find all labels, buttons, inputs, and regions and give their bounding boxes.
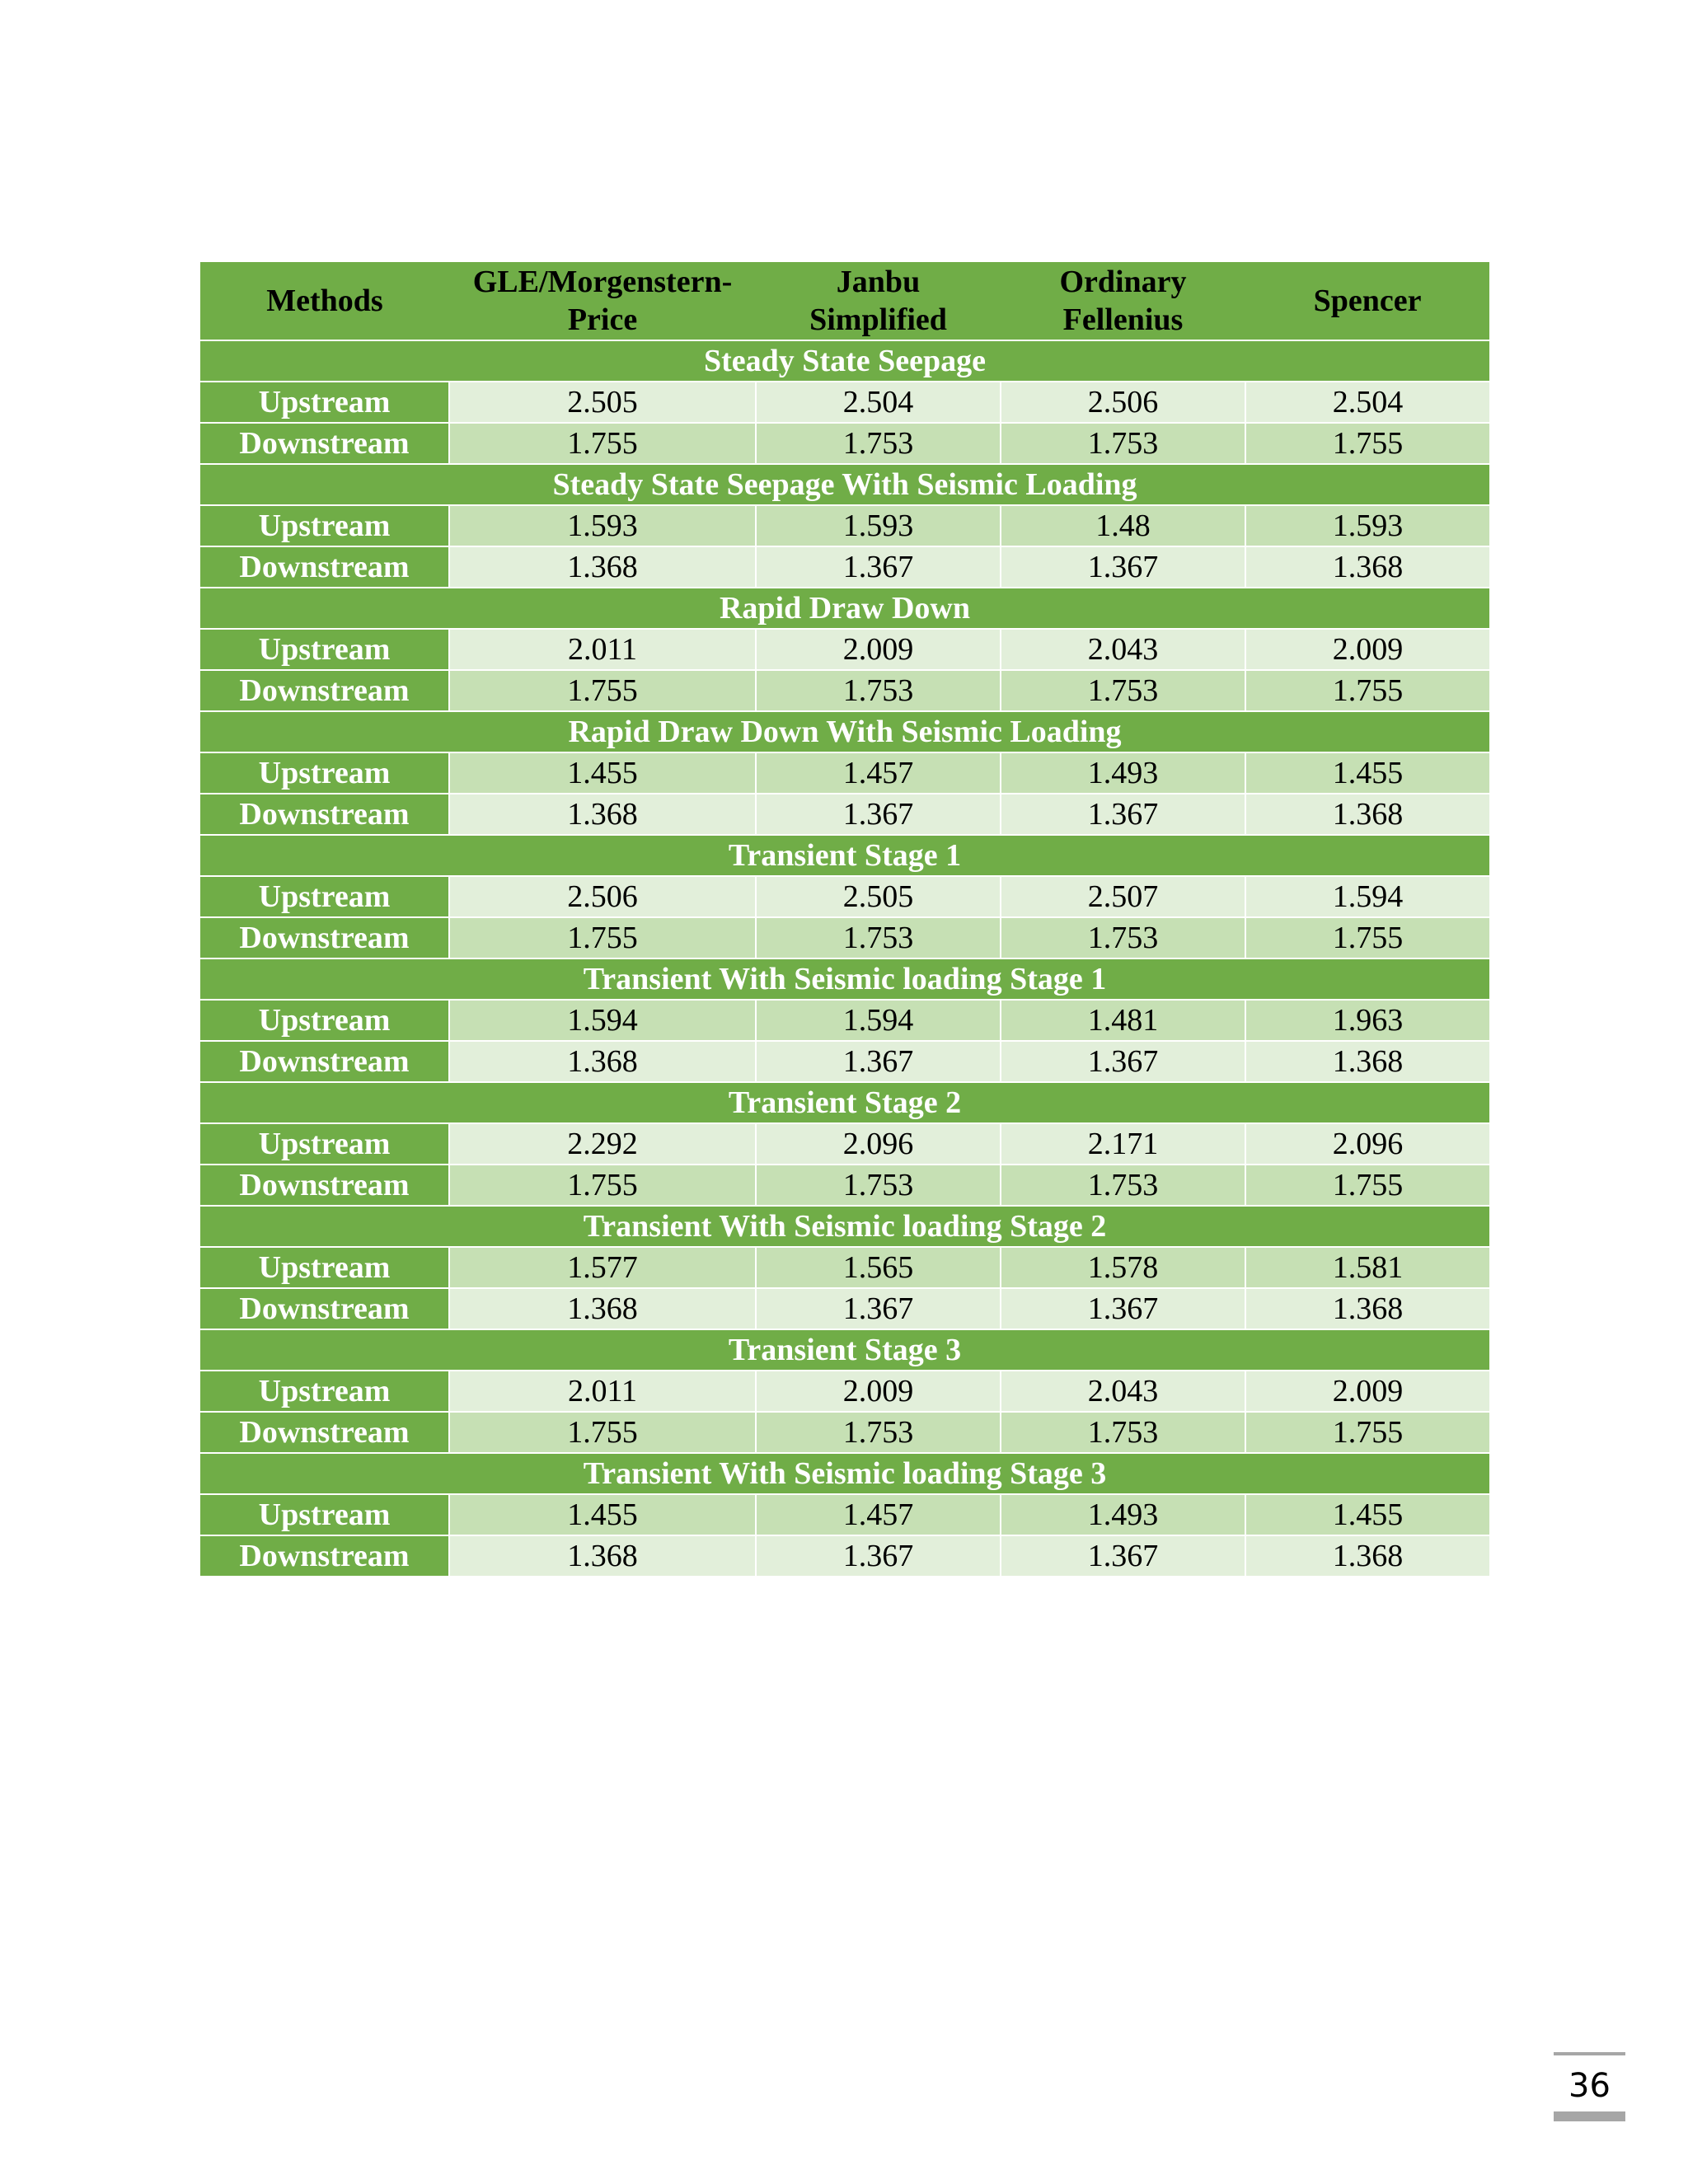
spencer-value: 1.593 bbox=[1245, 505, 1489, 546]
ordinary-value: 1.753 bbox=[1001, 1412, 1245, 1453]
spencer-value: 1.963 bbox=[1245, 1000, 1489, 1041]
row-label: Upstream bbox=[200, 505, 449, 546]
spencer-value: 1.368 bbox=[1245, 794, 1489, 835]
spencer-value: 2.504 bbox=[1245, 382, 1489, 423]
janbu-value: 1.457 bbox=[756, 752, 1001, 794]
table-row bbox=[200, 917, 1489, 958]
table-row bbox=[200, 670, 1489, 711]
spencer-value: 2.009 bbox=[1245, 629, 1489, 670]
row-label: Downstream bbox=[200, 917, 449, 958]
section-title: Rapid Draw Down With Seismic Loading bbox=[200, 711, 1489, 752]
gle-value: 1.594 bbox=[449, 1000, 756, 1041]
section-title: Transient Stage 3 bbox=[200, 1329, 1489, 1371]
table-row bbox=[200, 1247, 1489, 1288]
header-spencer: Spencer bbox=[1245, 262, 1489, 340]
ordinary-value: 1.367 bbox=[1001, 1041, 1245, 1082]
table-row bbox=[200, 382, 1489, 423]
janbu-value: 2.505 bbox=[756, 876, 1001, 917]
ordinary-value: 1.367 bbox=[1001, 1535, 1245, 1576]
spencer-value: 1.755 bbox=[1245, 670, 1489, 711]
table-body bbox=[200, 340, 1489, 1576]
gle-value: 1.755 bbox=[449, 1412, 756, 1453]
table-row bbox=[200, 1371, 1489, 1412]
page-number-bottom-rule bbox=[1554, 2111, 1625, 2121]
row-label: Downstream bbox=[200, 546, 449, 588]
section-title: Transient With Seismic loading Stage 1 bbox=[200, 958, 1489, 1000]
gle-value: 1.755 bbox=[449, 1165, 756, 1206]
row-label: Upstream bbox=[200, 876, 449, 917]
spencer-value: 1.581 bbox=[1245, 1247, 1489, 1288]
gle-value: 2.011 bbox=[449, 629, 756, 670]
ordinary-value: 2.043 bbox=[1001, 629, 1245, 670]
ordinary-value: 1.48 bbox=[1001, 505, 1245, 546]
table-row bbox=[200, 1412, 1489, 1453]
ordinary-value: 2.171 bbox=[1001, 1123, 1245, 1165]
table-row bbox=[200, 1494, 1489, 1535]
table-row bbox=[200, 423, 1489, 464]
header-janbu-simplified: Janbu Simplified bbox=[756, 262, 1001, 340]
spencer-value: 1.455 bbox=[1245, 1494, 1489, 1535]
janbu-value: 2.504 bbox=[756, 382, 1001, 423]
ordinary-value: 1.578 bbox=[1001, 1247, 1245, 1288]
gle-value: 2.292 bbox=[449, 1123, 756, 1165]
header-methods: Methods bbox=[200, 262, 449, 340]
table-row bbox=[200, 546, 1489, 588]
ordinary-value: 2.043 bbox=[1001, 1371, 1245, 1412]
section-row bbox=[200, 835, 1489, 876]
table-row bbox=[200, 1535, 1489, 1576]
section-row bbox=[200, 711, 1489, 752]
row-label: Upstream bbox=[200, 1123, 449, 1165]
row-label: Upstream bbox=[200, 629, 449, 670]
janbu-value: 1.594 bbox=[756, 1000, 1001, 1041]
section-title: Steady State Seepage bbox=[200, 340, 1489, 382]
section-title: Transient With Seismic loading Stage 2 bbox=[200, 1206, 1489, 1247]
row-label: Upstream bbox=[200, 1247, 449, 1288]
spencer-value: 1.755 bbox=[1245, 1412, 1489, 1453]
janbu-value: 1.593 bbox=[756, 505, 1001, 546]
janbu-value: 1.753 bbox=[756, 1165, 1001, 1206]
janbu-value: 1.367 bbox=[756, 546, 1001, 588]
page-number-block bbox=[1554, 2052, 1625, 2118]
spencer-value: 1.368 bbox=[1245, 1288, 1489, 1329]
ordinary-value: 1.753 bbox=[1001, 1165, 1245, 1206]
janbu-value: 1.753 bbox=[756, 917, 1001, 958]
ordinary-value: 1.481 bbox=[1001, 1000, 1245, 1041]
janbu-value: 1.753 bbox=[756, 1412, 1001, 1453]
results-table bbox=[200, 262, 1489, 1576]
table-row bbox=[200, 505, 1489, 546]
spencer-value: 2.009 bbox=[1245, 1371, 1489, 1412]
spencer-value: 2.096 bbox=[1245, 1123, 1489, 1165]
row-label: Downstream bbox=[200, 1412, 449, 1453]
janbu-value: 2.096 bbox=[756, 1123, 1001, 1165]
gle-value: 1.368 bbox=[449, 794, 756, 835]
gle-value: 1.755 bbox=[449, 423, 756, 464]
janbu-value: 2.009 bbox=[756, 629, 1001, 670]
gle-value: 2.011 bbox=[449, 1371, 756, 1412]
gle-value: 1.577 bbox=[449, 1247, 756, 1288]
gle-value: 1.755 bbox=[449, 917, 756, 958]
section-row bbox=[200, 340, 1489, 382]
header-gle-morgenstern-price: GLE/Morgenstern- Price bbox=[449, 262, 756, 340]
row-label: Upstream bbox=[200, 1371, 449, 1412]
table-header-row bbox=[200, 262, 1489, 340]
gle-value: 1.455 bbox=[449, 1494, 756, 1535]
ordinary-value: 1.367 bbox=[1001, 794, 1245, 835]
janbu-value: 1.367 bbox=[756, 1535, 1001, 1576]
table-row bbox=[200, 629, 1489, 670]
section-row bbox=[200, 1329, 1489, 1371]
spencer-value: 1.594 bbox=[1245, 876, 1489, 917]
row-label: Downstream bbox=[200, 1041, 449, 1082]
janbu-value: 1.457 bbox=[756, 1494, 1001, 1535]
gle-value: 1.368 bbox=[449, 1535, 756, 1576]
table-row bbox=[200, 1123, 1489, 1165]
section-row bbox=[200, 1082, 1489, 1123]
spencer-value: 1.368 bbox=[1245, 546, 1489, 588]
row-label: Downstream bbox=[200, 670, 449, 711]
ordinary-value: 1.367 bbox=[1001, 546, 1245, 588]
row-label: Upstream bbox=[200, 1000, 449, 1041]
ordinary-value: 1.493 bbox=[1001, 752, 1245, 794]
gle-value: 1.368 bbox=[449, 546, 756, 588]
gle-value: 1.593 bbox=[449, 505, 756, 546]
spencer-value: 1.368 bbox=[1245, 1535, 1489, 1576]
ordinary-value: 1.753 bbox=[1001, 670, 1245, 711]
row-label: Downstream bbox=[200, 794, 449, 835]
table-row bbox=[200, 1288, 1489, 1329]
janbu-value: 2.009 bbox=[756, 1371, 1001, 1412]
page-number-top-rule bbox=[1554, 2052, 1625, 2055]
section-title: Transient Stage 1 bbox=[200, 835, 1489, 876]
ordinary-value: 1.753 bbox=[1001, 917, 1245, 958]
gle-value: 2.506 bbox=[449, 876, 756, 917]
section-row bbox=[200, 588, 1489, 629]
section-title: Steady State Seepage With Seismic Loading bbox=[200, 464, 1489, 505]
row-label: Upstream bbox=[200, 752, 449, 794]
row-label: Downstream bbox=[200, 1535, 449, 1576]
ordinary-value: 2.506 bbox=[1001, 382, 1245, 423]
janbu-value: 1.753 bbox=[756, 423, 1001, 464]
spencer-value: 1.368 bbox=[1245, 1041, 1489, 1082]
ordinary-value: 1.493 bbox=[1001, 1494, 1245, 1535]
spencer-value: 1.755 bbox=[1245, 423, 1489, 464]
header-ordinary-fellenius: Ordinary Fellenius bbox=[1001, 262, 1245, 340]
section-row bbox=[200, 958, 1489, 1000]
section-title: Transient Stage 2 bbox=[200, 1082, 1489, 1123]
section-title: Rapid Draw Down bbox=[200, 588, 1489, 629]
gle-value: 1.755 bbox=[449, 670, 756, 711]
table-row bbox=[200, 1000, 1489, 1041]
gle-value: 1.368 bbox=[449, 1288, 756, 1329]
ordinary-value: 2.507 bbox=[1001, 876, 1245, 917]
spencer-value: 1.755 bbox=[1245, 1165, 1489, 1206]
janbu-value: 1.367 bbox=[756, 1288, 1001, 1329]
section-row bbox=[200, 1453, 1489, 1494]
page-number: 36 bbox=[1568, 2067, 1611, 2105]
gle-value: 1.455 bbox=[449, 752, 756, 794]
ordinary-value: 1.367 bbox=[1001, 1288, 1245, 1329]
spencer-value: 1.755 bbox=[1245, 917, 1489, 958]
row-label: Upstream bbox=[200, 382, 449, 423]
janbu-value: 1.565 bbox=[756, 1247, 1001, 1288]
section-row bbox=[200, 1206, 1489, 1247]
table-row bbox=[200, 876, 1489, 917]
gle-value: 1.368 bbox=[449, 1041, 756, 1082]
row-label: Downstream bbox=[200, 1288, 449, 1329]
ordinary-value: 1.753 bbox=[1001, 423, 1245, 464]
spencer-value: 1.455 bbox=[1245, 752, 1489, 794]
table-row bbox=[200, 752, 1489, 794]
gle-value: 2.505 bbox=[449, 382, 756, 423]
table-row bbox=[200, 1165, 1489, 1206]
janbu-value: 1.753 bbox=[756, 670, 1001, 711]
table-row bbox=[200, 1041, 1489, 1082]
row-label: Downstream bbox=[200, 423, 449, 464]
section-title: Transient With Seismic loading Stage 3 bbox=[200, 1453, 1489, 1494]
table-row bbox=[200, 794, 1489, 835]
row-label: Downstream bbox=[200, 1165, 449, 1206]
row-label: Upstream bbox=[200, 1494, 449, 1535]
janbu-value: 1.367 bbox=[756, 1041, 1001, 1082]
janbu-value: 1.367 bbox=[756, 794, 1001, 835]
section-row bbox=[200, 464, 1489, 505]
